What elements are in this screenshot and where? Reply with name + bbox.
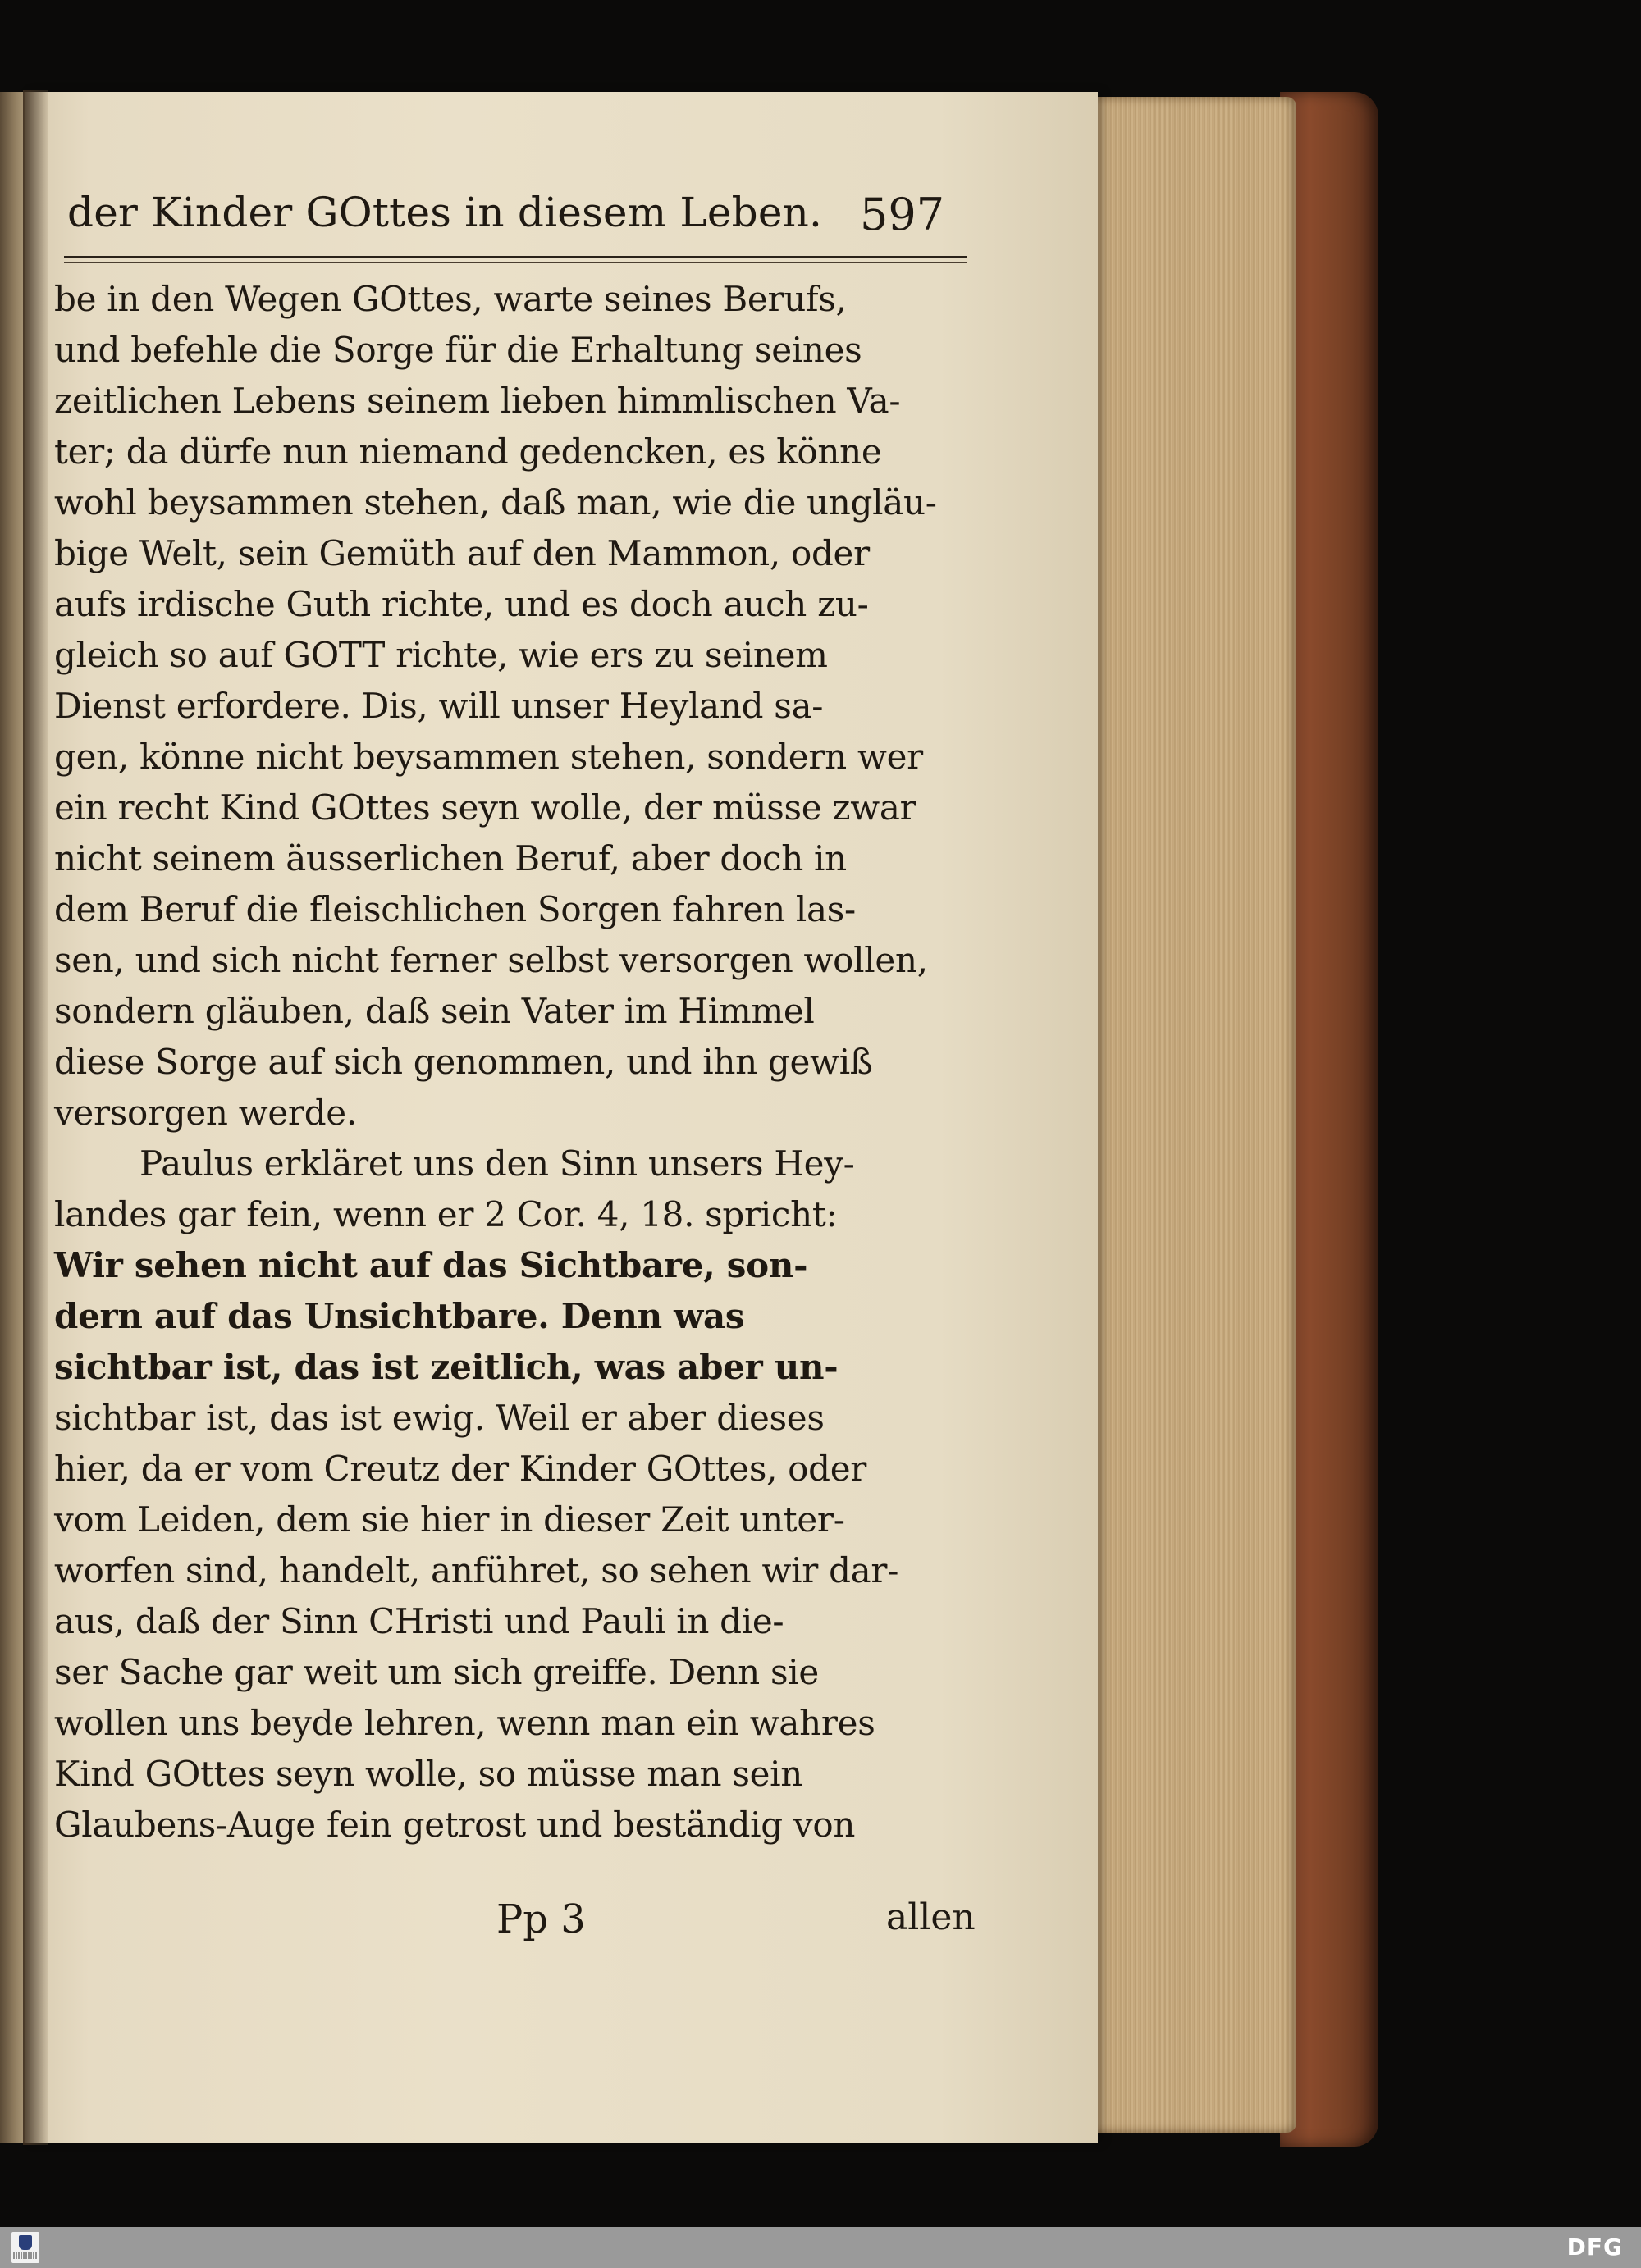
text-line: hier, da er vom Creutz der Kinder GOttes, oder xyxy=(54,1449,867,1489)
text-line: wollen uns beyde lehren, wenn man ein wahres xyxy=(54,1703,875,1743)
text-line: worfen sind, handelt, anführet, so sehen wir dar- xyxy=(54,1550,899,1590)
text-line: ter; da dürfe nun niemand gedencken, es könne xyxy=(54,431,882,472)
text-line: sen, und sich nicht ferner selbst versorgen wollen, xyxy=(54,940,928,980)
text-line: bige Welt, sein Gemüth auf den Mammon, oder xyxy=(54,533,870,573)
library-logo-icon xyxy=(11,2232,39,2263)
text-line: versorgen werde. xyxy=(54,1093,357,1133)
text-line: wohl beysammen stehen, daß man, wie die ungläu- xyxy=(54,482,937,523)
viewer-footer-bar xyxy=(0,2227,1641,2268)
header-rule-thin xyxy=(64,262,967,263)
catchword: allen xyxy=(886,1896,976,1938)
text-line: sichtbar ist, das ist ewig. Weil er aber dieses xyxy=(54,1398,825,1438)
dfg-label: DFG xyxy=(1566,2234,1623,2261)
text-line: be in den Wegen GOttes, warte seines Berufs, xyxy=(54,279,847,319)
page-number: 597 xyxy=(860,189,945,240)
book-page xyxy=(25,92,1098,2143)
text-line-emphasis: Wir sehen nicht auf das Sichtbare, son- xyxy=(54,1245,808,1285)
gutter-shadow xyxy=(23,90,48,2145)
text-line: dem Beruf die fleischlichen Sorgen fahren las- xyxy=(54,889,856,929)
text-line: sondern gläuben, daß sein Vater im Himmel xyxy=(54,991,815,1031)
running-head: der Kinder GOttes in diesem Leben. xyxy=(67,189,823,236)
page-edges xyxy=(1090,97,1296,2133)
text-line: landes gar fein, wenn er 2 Cor. 4, 18. spricht: xyxy=(54,1194,838,1234)
text-line: aufs irdische Guth richte, und es doch auch zu- xyxy=(54,584,869,624)
text-line: vom Leiden, dem sie hier in dieser Zeit unter- xyxy=(54,1499,845,1540)
text-line: zeitlichen Lebens seinem lieben himmlischen Va- xyxy=(54,381,901,421)
text-line: Paulus erkläret uns den Sinn unsers Hey- xyxy=(139,1143,855,1184)
text-line: Glaubens-Auge fein getrost und beständig von xyxy=(54,1805,856,1845)
text-line: gen, könne nicht beysammen stehen, sondern wer xyxy=(54,737,923,777)
text-line: gleich so auf GOTT richte, wie ers zu seinem xyxy=(54,635,828,675)
text-line: aus, daß der Sinn CHristi und Pauli in die- xyxy=(54,1601,784,1641)
text-line: nicht seinem äusserlichen Beruf, aber doch in xyxy=(54,838,847,878)
text-line: Kind GOttes seyn wolle, so müsse man sein xyxy=(54,1754,803,1794)
signature-mark: Pp 3 xyxy=(496,1896,586,1942)
text-line: diese Sorge auf sich genommen, und ihn gewiß xyxy=(54,1042,873,1082)
text-line: Dienst erfordere. Dis, will unser Heyland sa- xyxy=(54,686,824,726)
header-rule xyxy=(64,256,967,258)
text-line-emphasis: dern auf das Unsichtbare. Denn was xyxy=(54,1296,745,1336)
text-line: und befehle die Sorge für die Erhaltung seines xyxy=(54,330,862,370)
text-line: ser Sache gar weit um sich greiffe. Denn sie xyxy=(54,1652,819,1692)
text-line-emphasis: sichtbar ist, das ist zeitlich, was aber un- xyxy=(54,1347,839,1387)
text-line: ein recht Kind GOttes seyn wolle, der müsse zwar xyxy=(54,787,916,828)
